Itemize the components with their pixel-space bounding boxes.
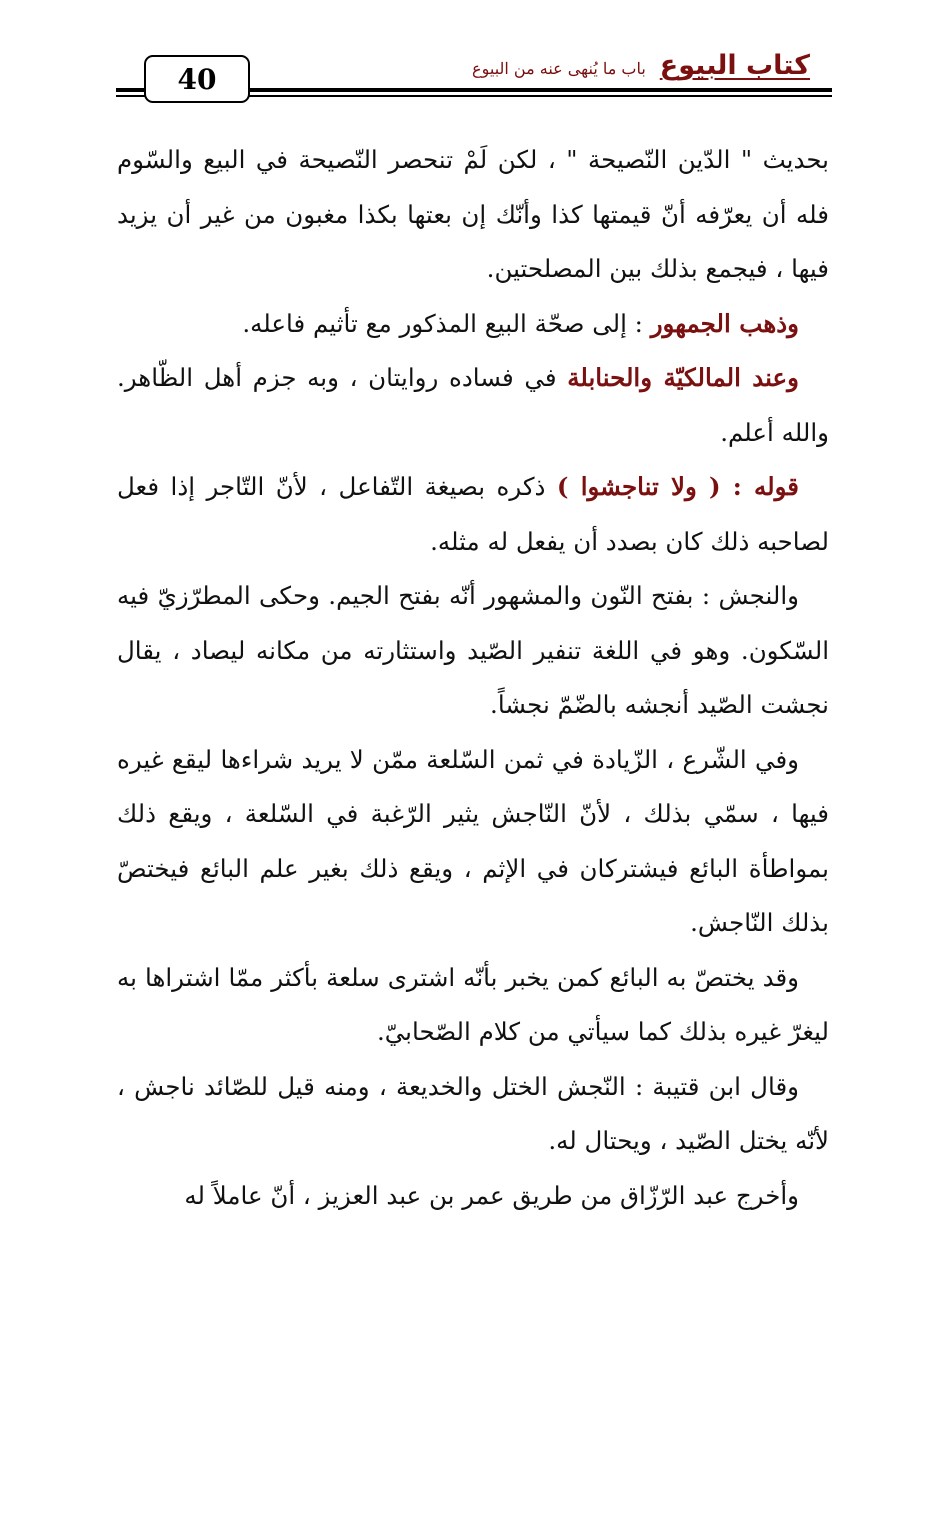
paragraph (117, 460, 829, 569)
page-header (0, 0, 945, 110)
page-body (117, 133, 829, 1223)
highlighted-term: وذهب الجمهور (650, 308, 799, 338)
text-segment: وأخرج عبد الرّزّاق من طريق عمر بن عبد العزيز ، أنّ عاملاً له (184, 1180, 799, 1210)
text-segment: بحديث " الدّين النّصيحة " ، لكن لَمْ تنحصر النّصيحة في البيع والسّوم فله أن يعرّفه أنّ قيمتها كذا وأنّك إن بعتها بكذا مغبون من غير أن يزيد فيها ، فيجمع بذلك بين المصلحتين. (117, 145, 829, 283)
highlighted-term: وعند المالكيّة والحنابلة (567, 363, 799, 392)
text-segment: : إلى صحّة البيع المذكور مع تأثيم فاعله. (242, 308, 651, 338)
book-title: كتاب البيوع (659, 50, 810, 81)
paragraph (117, 1169, 829, 1224)
page-number: 40 (144, 55, 250, 103)
paragraph (117, 133, 829, 297)
chapter-title: باب ما يُنهى عنه من البيوع (472, 59, 646, 78)
highlighted-term: قوله : ( ولا تناجشوا ) (556, 472, 799, 501)
text-segment: في فساده روايتان ، وبه جزم أهل الظّاهر. والله أعلم. (117, 363, 829, 447)
text-segment: ذكره بصيغة التّفاعل ، لأنّ التّاجر إذا فعل لصاحبه ذلك كان بصدد أن يفعل له مثله. (117, 472, 829, 556)
paragraph (117, 297, 829, 352)
text-segment: وقال ابن قتيبة : النّجش الختل والخديعة ، ومنه قيل للصّائد ناجش ، لأنّه يختل الصّيد ، ويحتال له. (117, 1071, 829, 1155)
text-segment: وقد يختصّ به البائع كمن يخبر بأنّه اشترى سلعة بأكثر ممّا اشتراها به ليغرّ غيره بذلك كما سيأتي من كلام الصّحابيّ. (117, 962, 829, 1046)
paragraph (117, 351, 829, 460)
text-segment: والنجش : بفتح النّون والمشهور أنّه بفتح الجيم. وحكى المطرّزيّ فيه السّكون. وهو في اللغة تنفير الصّيد واستثارته من مكانه ليصاد ، يقال نجشت الصّيد أنجشه بالضّمّ نجشاً. (117, 581, 829, 719)
paragraph (117, 951, 829, 1060)
paragraph (117, 1060, 829, 1169)
paragraph (117, 733, 829, 951)
paragraph (117, 569, 829, 733)
text-segment: وفي الشّرع ، الزّيادة في ثمن السّلعة ممّن لا يريد شراءها ليقع غيره فيها ، سمّي بذلك ، لأنّ النّاجش يثير الرّغبة في السّلعة ، ويقع ذلك بمواطأة البائع فيشتركان في الإثم ، ويقع ذلك بغير علم البائع فيختصّ بذلك النّاجش. (117, 744, 829, 937)
header-titles (472, 50, 810, 81)
